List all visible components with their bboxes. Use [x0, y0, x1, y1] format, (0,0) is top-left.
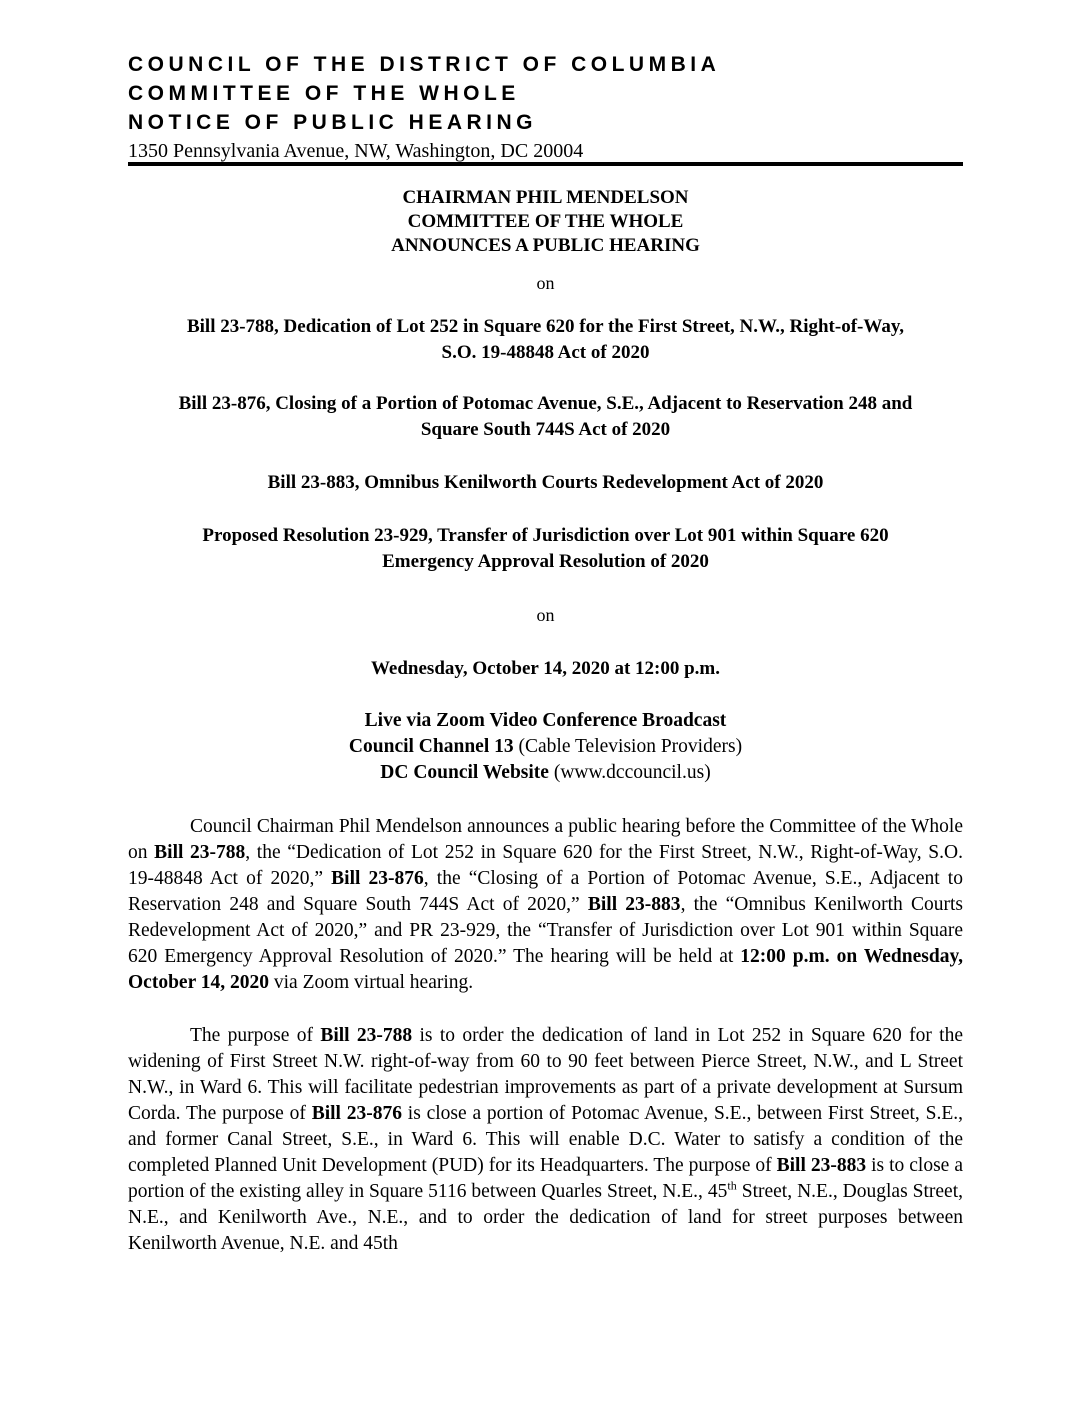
bill-23-788-line1: Bill 23-788, Dedication of Lot 252 in Square 620 for the First Street, N.W., Right-of-Way,	[186, 316, 905, 337]
letterhead-notice: NOTICE OF PUBLIC HEARING	[128, 111, 538, 134]
letterhead-committee: COMMITTEE OF THE WHOLE	[128, 82, 520, 105]
channel-label: Council Channel 13	[348, 736, 514, 757]
bill-23-876-line1: Bill 23-876, Closing of a Portion of Potomac Avenue, S.E., Adjacent to Reservation 248 and	[178, 393, 913, 414]
on-text-1: on	[536, 273, 555, 293]
pr-23-929-line2: Emergency Approval Resolution of 2020	[382, 551, 709, 572]
broadcast-zoom: Live via Zoom Video Conference Broadcast	[364, 710, 727, 731]
hearing-date: Wednesday, October 14, 2020 at 12:00 p.m.	[370, 658, 721, 679]
bill-23-788-title	[128, 314, 963, 366]
letterhead-council: COUNCIL OF THE DISTRICT OF COLUMBIA	[128, 53, 721, 76]
letterhead-rule	[128, 162, 963, 166]
paragraph-announcement: Council Chairman Phil Mendelson announces a public hearing before the Committee of the Whole on Bill 23-788, the “Dedication of Lot 252 in Square 620 for the First Street, N.W., Right-of-Way, S.O. 19-48848 Act of 2020,” Bill 23-876, the “Closing of a Portion of Potomac Avenue, S.E., Adjacent to Reservation 248 and Square South 744S Act of 2020,” Bill 23-883, the “Omnibus Kenilworth Courts Redevelopment Act of 2020,” and PR 23-929, the “Transfer of Jurisdiction over Lot 901 within Square 620 Emergency Approval Resolution of 2020.” The hearing will be held at 12:00 p.m. on Wednesday, October 14, 2020 via Zoom virtual hearing.	[128, 816, 964, 993]
broadcast-website	[128, 760, 963, 786]
announcement-title	[128, 186, 963, 258]
bill-23-876-title	[128, 391, 963, 443]
broadcast-info	[128, 708, 963, 786]
website-label: DC Council Website	[380, 762, 549, 783]
on-text-2: on	[536, 605, 555, 625]
announcement-committee: COMMITTEE OF THE WHOLE	[407, 211, 684, 232]
broadcast-channel	[128, 734, 963, 760]
letterhead-address: 1350 Pennsylvania Avenue, NW, Washington, DC 20004	[128, 140, 584, 162]
announcement-public-hearing: ANNOUNCES A PUBLIC HEARING	[391, 235, 700, 256]
bill-23-876-line2: Square South 744S Act of 2020	[420, 419, 671, 440]
pr-23-929-line1: Proposed Resolution 23-929, Transfer of Jurisdiction over Lot 901 within Square 620	[202, 525, 889, 546]
paragraph-purpose: The purpose of Bill 23-788 is to order the dedication of land in Lot 252 in Square 620 for the widening of First Street N.W. right-of-way from 60 to 90 feet between Pierce Street, N.W., and L Street N.W., in Ward 6. This will facilitate pedestrian improvements as part of a private development at Sursum Corda. The purpose of Bill 23-876 is close a portion of Potomac Avenue, S.E., between First Street, S.E., and former Canal Street, S.E., in Ward 6. This will enable D.C. Water to satisfy a condition of the completed Planned Unit Development (PUD) for its Headquarters. The purpose of Bill 23-883 is to close a portion of the existing alley in Square 5116 between Quarles Street, N.E., 45th Street, N.E., Douglas Street, N.E., and Kenilworth Ave., N.E., and to order the dedication of land for street purposes between Kenilworth Avenue, N.E. and 45th	[128, 1025, 963, 1254]
announcement-chairman: CHAIRMAN PHIL MENDELSON	[402, 187, 689, 208]
website-url: (www.dccouncil.us)	[548, 762, 711, 783]
letterhead	[128, 50, 963, 164]
pr-23-929-title	[128, 523, 963, 575]
channel-detail: (Cable Television Providers)	[513, 736, 743, 757]
bill-23-788-line2: S.O. 19-48848 Act of 2020	[441, 342, 650, 363]
bill-23-883-title: Bill 23-883, Omnibus Kenilworth Courts Redevelopment Act of 2020	[267, 472, 824, 493]
